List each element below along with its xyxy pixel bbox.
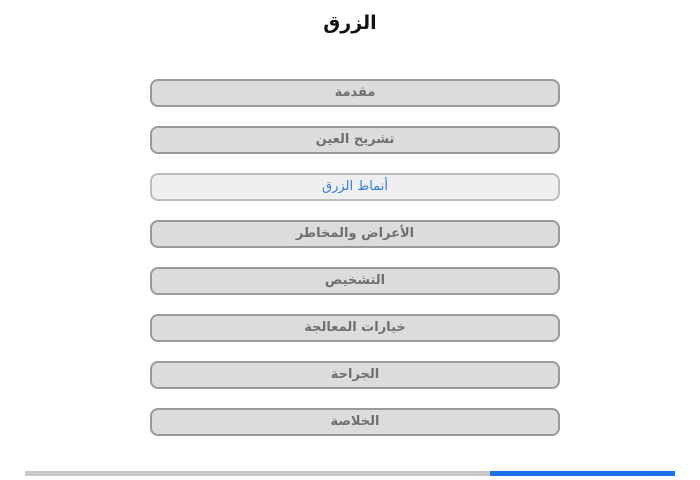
menu-item-eye-anatomy[interactable]: تشريح العين [150, 126, 560, 154]
progress-bar-fill [490, 471, 675, 476]
page-title: الزرق [323, 12, 377, 34]
menu-item-surgery[interactable]: الجراحة [150, 361, 560, 389]
menu-item-introduction[interactable]: مقدمة [150, 79, 560, 107]
menu-item-diagnosis[interactable]: التشخيص [150, 267, 560, 295]
chapter-menu [150, 79, 560, 455]
progress-bar [25, 471, 675, 476]
menu-item-glaucoma-types[interactable]: أنماط الزرق [150, 173, 560, 201]
menu-item-symptoms-risks[interactable]: الأعراض والمخاطر [150, 220, 560, 248]
menu-item-treatment-options[interactable]: خيارات المعالجة [150, 314, 560, 342]
menu-item-summary[interactable]: الخلاصة [150, 408, 560, 436]
